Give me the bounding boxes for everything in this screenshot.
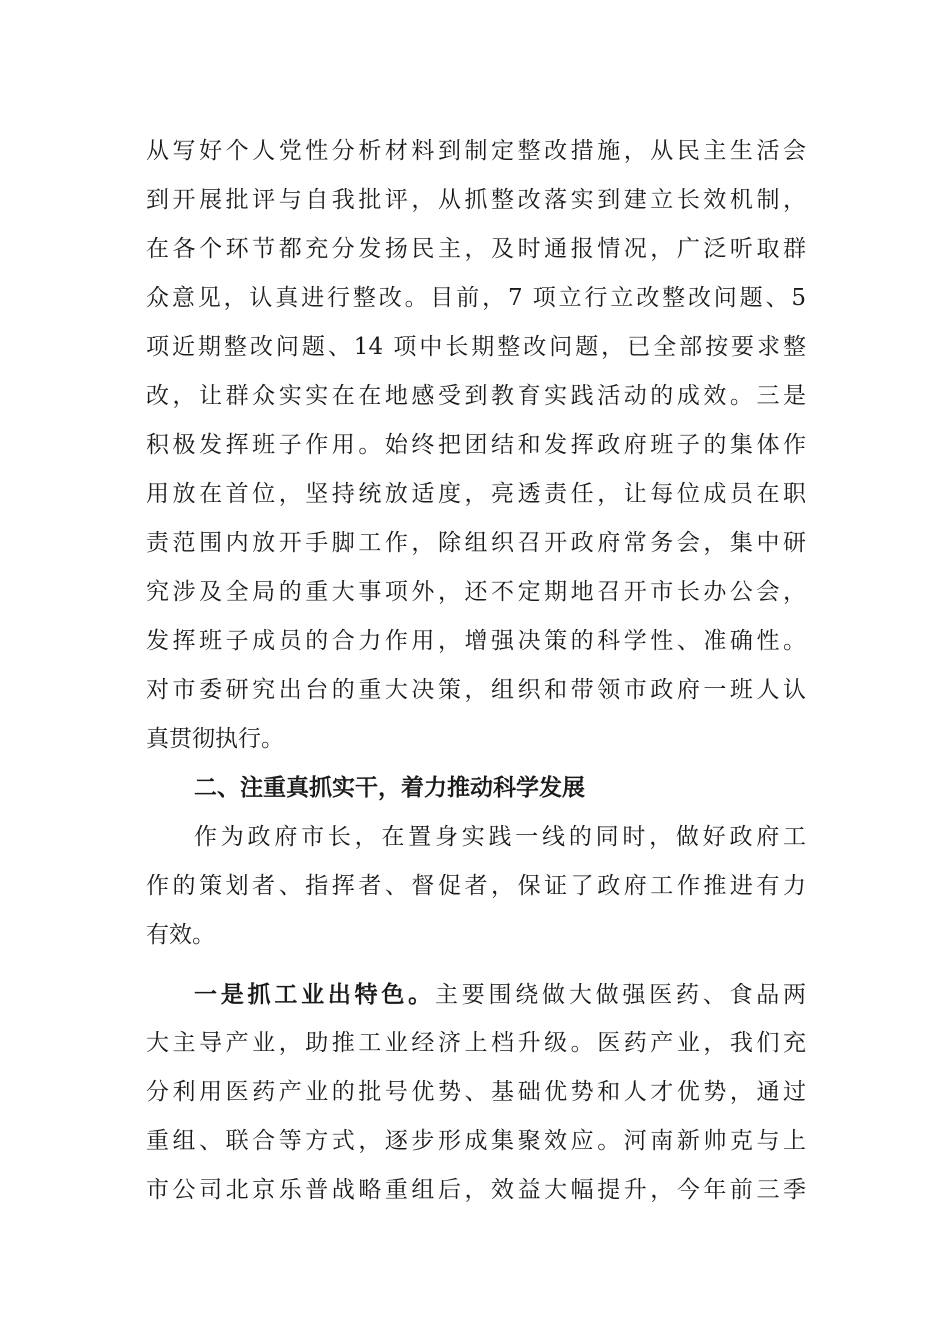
text-line: 作为政府市长，在置身实践一线的同时，做好政府工 bbox=[194, 824, 806, 850]
text-line: 大主导产业，助推工业经济上档升级。医药产业，我们充 bbox=[146, 1030, 806, 1056]
text-line: 真贯彻执行。 bbox=[146, 726, 284, 752]
text-line: 有效。 bbox=[146, 922, 215, 948]
text-line: 从写好个人党性分析材料到制定整改措施，从民主生活会 bbox=[146, 138, 806, 164]
text-line: 重组、联合等方式，逐步形成集聚效应。河南新帅克与上 bbox=[146, 1128, 806, 1154]
text-line: 改，让群众实实在在地感受到教育实践活动的成效。三是 bbox=[146, 383, 806, 409]
text-line: 项近期整改问题、14 项中长期整改问题，已全部按要求整 bbox=[146, 334, 806, 360]
text-line bbox=[194, 970, 806, 1019]
text-line: 市公司北京乐普战略重组后，效益大幅提升，今年前三季 bbox=[146, 1177, 806, 1203]
paragraph-text: 主要围绕做大做强医药、食品两 bbox=[434, 982, 807, 1008]
text-line: 作的策划者、指挥者、督促者，保证了政府工作推进有力 bbox=[146, 873, 806, 899]
text-line: 到开展批评与自我批评，从抓整改落实到建立长效机制， bbox=[146, 187, 806, 213]
text-line: 究涉及全局的重大事项外，还不定期地召开市长办公会， bbox=[146, 579, 806, 605]
text-line: 用放在首位，坚持统放适度，亮透责任，让每位成员在职 bbox=[146, 481, 806, 507]
text-line: 对市委研究出台的重大决策，组织和带领市政府一班人认 bbox=[146, 677, 806, 703]
text-line: 发挥班子成员的合力作用，增强决策的科学性、准确性。 bbox=[146, 628, 806, 654]
text-line: 积极发挥班子作用。始终把团结和发挥政府班子的集体作 bbox=[146, 432, 806, 458]
section-heading: 二、注重真抓实干，着力推动科学发展 bbox=[194, 775, 585, 801]
text-line: 众意见，认真进行整改。目前，7 项立行立改整改问题、5 bbox=[146, 285, 806, 311]
text-line: 责范围内放开手脚工作，除组织召开政府常务会，集中研 bbox=[146, 530, 806, 556]
paragraph-lead: 一是抓工业出特色。 bbox=[194, 981, 435, 1008]
text-line: 分利用医药产业的批号优势、基础优势和人才优势，通过 bbox=[146, 1079, 806, 1105]
text-line: 在各个环节都充分发扬民主，及时通报情况，广泛听取群 bbox=[146, 236, 806, 262]
